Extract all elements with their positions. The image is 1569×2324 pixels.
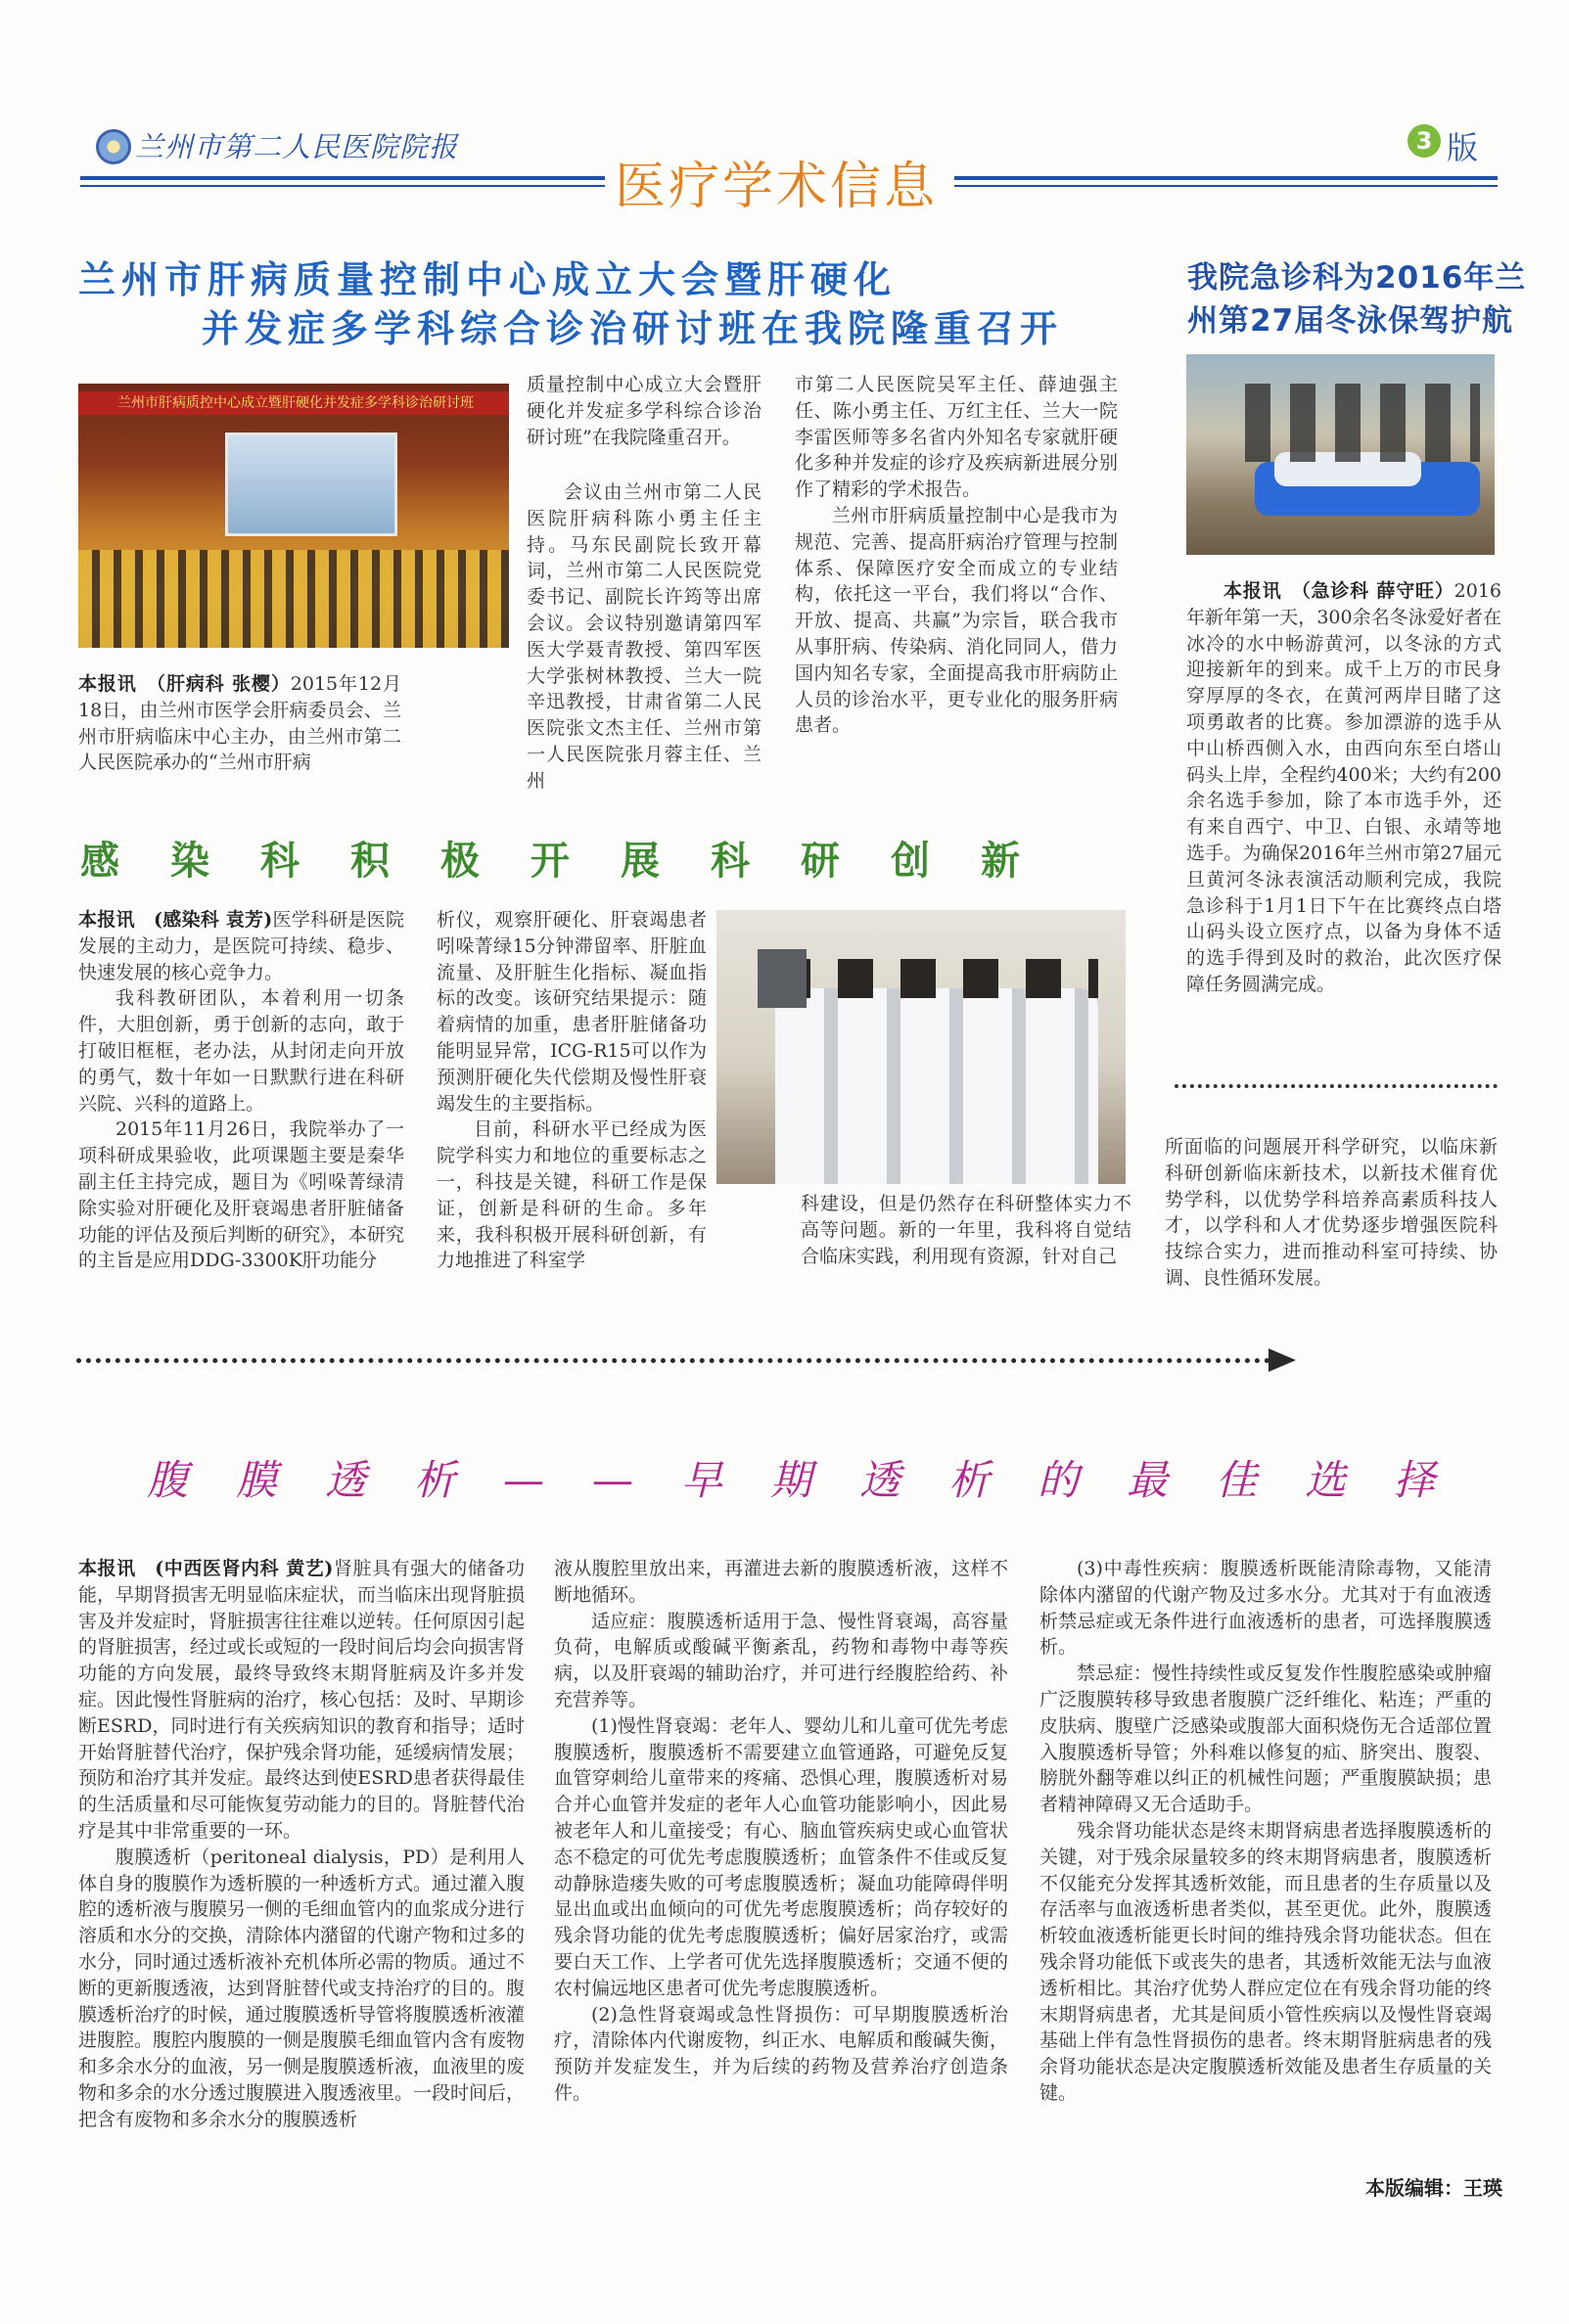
article3-byline: 本报讯 (中西医肾内科 黄艺) [78,1558,334,1579]
page-suffix: 版 [1447,129,1479,166]
page-number: 3 [1415,127,1433,155]
conference-banner-text: 兰州市肝病质控中心成立暨肝硬化并发症多学科诊治研讨班 [117,395,474,411]
article1-title-line1: 兰州市肝病质量控制中心成立大会暨肝硬化 [78,258,898,301]
lab-team-photo [716,910,1126,1184]
article1-title-line2: 并发症多学科综合诊治研讨班在我院隆重召开 [202,307,1064,350]
swim-rescue-photo [1186,354,1495,555]
audience-rows [78,550,509,648]
header-rule-right [954,176,1498,180]
sidebar-title-line1: 我院急诊科为2016年兰 [1187,260,1527,296]
section-arrow-divider [76,1358,1280,1363]
article2-col2: 析仪，观察肝硬化、肝衰竭患者吲哚菁绿15分钟滞留率、肝脏血流量、及肝脏生化指标、凝血指标的改变。该研究结果提示：随着病情的加重，患者肝脏储备功能明显异常，ICG-R15可以作为预测肝硬化失代偿期及慢性肝衰竭发生的主要指标。 目前，科研水平已经成为医院学科实力和地位的重要标志之一，科技是关键，科研工作是保证，创新是科研的生命。多年来，我科积极开展科研创新，有力地推进了科室学 [437,909,707,1272]
article2-col1: 本报讯 (感染科 袁芳)医学科研是医院发展的主动力，是医院可持续、稳步、快速发展的核心竞争力。 我科教研团队，本着利用一切条件，大胆创新，勇于创新的志向，敢于打破旧框框，老办法，从封闭走向开放的勇气，数十年如一日默默行进在科研兴院、兴科的道路上。 2015年11月26日，我院举办了一项科研成果验收，此项课题主要是秦华副主任主持完成，题目为《吲哚菁绿清除实验对肝硬化及肝衰竭患者肝脏储备功能的评估及预后判断的研究》，本研究的主旨是应用DDG-3300K肝功能分 [78,909,404,1272]
staff-in-white-coats [775,988,1098,1184]
sidebar-dotted-divider [1175,1084,1498,1088]
section-title: 医疗学术信息 [615,158,939,216]
article2-title: 感染科积极开展科研创新 [80,839,1071,884]
header-rule-left [80,176,605,180]
arrow-head-icon [1269,1348,1296,1372]
article2-col4: 所面临的问题展开科学研究，以临床新科研创新临床新技术，以新技术催育优势学科，以优势学科培养高素质科技人才，以学科和人才优势逐步增强医院科技综合实力，进而推动科室可持续、协调、良性循环发展。 [1165,1136,1498,1289]
staff-heads [775,959,1098,998]
article1-byline: 本报讯 （肝病科 张樱） [78,673,291,695]
article3-col1: 本报讯 (中西医肾内科 黄艺)肾脏具有强大的储备功能，早期肾损害无明显临床症状，而当临床出现肾脏损害及并发症时，肾脏损害往往难以逆转。任何原因引起的肾脏损害，经过或长或短的一段时间后均会向损害肾功能的方向发展，最终导致终末期肾脏病及许多并发症。因此慢性肾脏病的治疗，核心包括：及时、早期诊断ESRD，同时进行有关疾病知识的教育和指导；适时开始肾脏替代治疗，保护残余肾功能，延缓病情发展；预防和治疗其并发症。最终达到使ESRD患者获得最佳的生活质量和尽可能恢复劳动能力的目的。肾脏替代治疗是其中非常重要的一环。 腹膜透析（peritoneal dialysis，PD）是利用人体自身的腹膜作为透析膜的一种透析方式。通过灌入腹腔的透析液与腹膜另一侧的毛细血管内的血浆成分进行溶质和水分的交换，清除体内潴留的代谢产物和过多的水分，同时通过透析液补充机体所必需的物质。通过不断的更新腹透液，达到肾脏替代或支持治疗的目的。腹膜透析治疗的时候，通过腹膜透析导管将腹膜透析液灌进腹腔。腹腔内腹膜的一侧是腹膜毛细血管内含有废物和多余水分的血液，另一侧是腹膜透析液，血液里的废物和多余的水分透过腹膜进入腹透液里。一段时间后，把含有废物和多余水分的腹膜透析 [78,1558,526,2130]
paper-name: 兰州市第二人民医院院报 [135,130,459,163]
conference-photo [78,384,509,648]
article3-title: 腹膜透析——早期透析的最佳选择 [147,1456,1484,1504]
article3-col2: 液从腹腔里放出来，再灌进去新的腹膜透析液，这样不断地循环。 适应症：腹膜透析适用于急、慢性肾衰竭，高容量负荷，电解质或酸碱平衡紊乱，药物和毒物中毒等疾病，以及肝衰竭的辅助治疗，并可进行经腹腔给药、补充营养等。 (1)慢性肾衰竭：老年人、婴幼儿和儿童可优先考虑腹膜透析，腹膜透析不需要建立血管通路，可避免反复血管穿刺给儿童带来的疼痛、恐惧心理，腹膜透析对易合并心血管并发症的老年人心血管功能影响小，因此易被老年人和儿童接受；有心、脑血管疾病史或心血管状态不稳定的可优先考虑腹膜透析；血管条件不佳或反复动静脉造瘘失败的可考虑腹膜透析；凝血功能障碍伴明显出血或出血倾向的可优先考虑腹膜透析；尚存较好的残余肾功能的优先考虑腹膜透析；偏好居家治疗，或需要白天工作、上学者可优先选择腹膜透析；交通不便的农村偏远地区患者可优先考虑腹膜透析。 (2)急性肾衰竭或急性肾损伤：可早期腹膜透析治疗，清除体内代谢废物，纠正水、电解质和酸碱失衡，预防并发症发生，并为后续的药物及营养治疗创造条件。 [554,1558,1008,2104]
page-editor: 本版编辑：王瑛 [1365,2176,1502,2200]
sidebar-title-line2: 州第27届冬泳保驾护航 [1187,303,1514,339]
sidebar-byline: 本报讯 （急诊科 薛守旺） [1223,580,1454,602]
x-ray-film [758,949,807,1008]
article1-col2b: 会议由兰州市第二人民医院肝病科陈小勇主任主持。马东民副院长致开幕词，兰州市第二人民医院党委书记、副院长许筠等出席会议。会议特别邀请第四军医大学聂青教授、第四军医大学张树林教授、兰大一院辛迅教授，甘肃省第二人民医院张文杰主任、兰州市第一人民医院张月蓉主任、兰州 [527,481,761,792]
medical-staff [1245,384,1480,462]
sidebar-body: 本报讯 （急诊科 薛守旺）2016年新年第一天，300余名冬泳爱好者在冰冷的水中畅游黄河，以冬泳的方式迎接新年的到来。成千上万的市民身穿厚厚的冬衣，在黄河两岸目睹了这项勇敢者的比赛。参加漂游的选手从中山桥西侧入水，由西向东至白塔山码头上岸，全程约400米；大约有200余名选手参加，除了本市选手外，还有来自西宁、中卫、白银、永靖等地选手。为确保2016年兰州市第27届元旦黄河冬泳表演活动顺利完成，我院急诊科于1月1日下午在比赛终点白塔山码头设立医疗点，以备为身体不适的选手得到及时的救治，此次医疗保障任务圆满完成。 [1186,580,1501,995]
article2-byline: 本报讯 (感染科 袁芳) [78,909,273,931]
header-rule-left-thin [80,185,605,187]
projection-screen [225,433,397,536]
article1-col3: 市第二人民医院吴军主任、薛迪强主任、陈小勇主任、万红主任、兰大一院李雷医师等多名省内外知名专家就肝硬化多种并发症的诊疗及疾病新进展分别作了精彩的学术报告。 兰州市肝病质量控制中心是我市为规范、完善、提高肝病治疗管理与控制体系、保障医疗安全而成立的专业结构，依托这一平台，我们将以“合作、开放、提高、共赢”为宗旨，联合我市从事肝病、传染病、消化同同人，借力国内知名专家，全面提高我市肝病防止人员的诊治水平，更专业化的服务肝病患者。 [795,374,1118,737]
masthead-logo-icon [96,129,131,164]
article1-col1: 本报讯 （肝病科 张樱）2015年12月18日，由兰州市医学会肝病委员会、兰州市肝病临床中心主办，由兰州市第二人民医院承办的“兰州市肝病 [78,673,401,774]
page-number-badge [1407,124,1441,158]
article1-col2: 质量控制中心成立大会暨肝硬化并发症多学科综合诊治研讨班”在我院隆重召开。 [527,374,761,448]
article3-col3: (3)中毒性疾病：腹膜透析既能清除毒物，又能清除体内潴留的代谢产物及过多水分。尤其对于有血液透析禁忌症或无条件进行血液透析的患者，可选择腹膜透析。 禁忌症：慢性持续性或反复发作性腹腔感染或肿瘤广泛腹膜转移导致患者腹膜广泛纤维化、粘连；严重的皮肤病、腹壁广泛感染或腹部大面积烧伤无合适部位置入腹膜透析导管；外科难以修复的疝、脐突出、腹裂、膀胱外翻等难以纠正的机械性问题；严重腹膜缺损；患者精神障碍又无合适助手。 残余肾功能状态是终末期肾病患者选择腹膜透析的关键，对于残余尿量较多的终末期肾病患者，腹膜透析不仅能充分发挥其透析效能，而且患者的生存质量以及存活率与血液透析患者类似，甚至更优。此外，腹膜透析较血液透析能更长时间的维持残余肾功能状态。但在残余肾功能低下或丧失的患者，其透析效能无法与血液透析相比。其治疗优势人群应定位在有残余肾功能的终末期肾病患者，尤其是间质小管性疾病以及慢性肾衰竭基础上伴有急性肾损伤的患者。终末期肾脏病患者的残余肾功能状态是决定腹膜透析效能及患者生存质量的关键。 [1039,1558,1492,2104]
header-rule-right-thin [954,185,1498,187]
article2-col3: 科建设，但是仍然存在科研整体实力不高等问题。新的一年里，我科将自觉结合临床实践，利用现有资源，针对自己 [801,1193,1131,1267]
